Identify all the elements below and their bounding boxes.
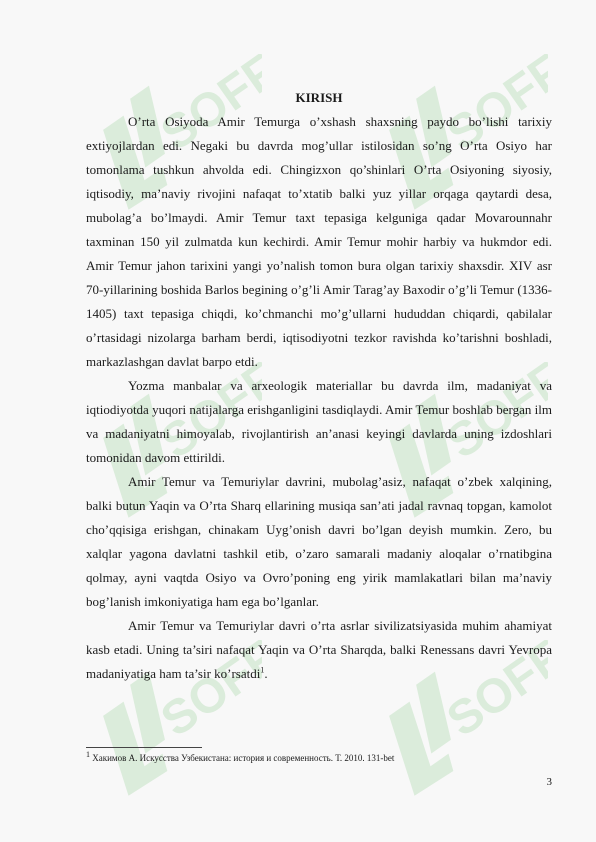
body-paragraph-text: Amir Temur va Temuriylar davri o’rta asrlar sivilizatsiyasida muhim ahamiyat kasb etadi. Uning ta’siri nafaqat Yaqin va O’rta Sharqda, balki Renessans davri Yevropa madaniyatiga ham ta’sir ko’rsatdi xyxy=(86,618,552,681)
body-paragraph: Yozma manbalar va arxeologik materiallar bu davrda ilm, madaniyat va iqtiodiyotda yuqori natijalarga erishganligini tasdiqlaydi. Amir Temur boshlab bergan ilm va madaniyatni himoyalab, rivojlantirish an’anasi keyingi davlarda uning izdoshlari tomonidan davom ettirildi. xyxy=(86,378,552,465)
svg-text:SOFF: SOFF xyxy=(151,54,262,162)
svg-text:SOFF: SOFF xyxy=(437,54,548,162)
svg-text:SOFF: SOFF xyxy=(151,362,262,470)
svg-text:SOFF: SOFF xyxy=(151,640,262,748)
section-title: KIRISH xyxy=(295,90,343,105)
page-number: 3 xyxy=(546,776,552,788)
footnote-marker: 1 xyxy=(86,750,90,759)
svg-text:SOFF: SOFF xyxy=(437,362,548,470)
footnote-separator xyxy=(86,747,202,748)
svg-text:SOFF: SOFF xyxy=(437,640,548,748)
body-paragraph: Amir Temur va Temuriylar davrini, mubolag’asiz, nafaqat o’zbek xalqining, balki butun Yaqin va O’rta Sharq ellarining musiqa san’ati jadal ravnaq topgan, kamolot cho’qqisiga erishgan, chinakam Uyg’onish davri bo’lgan deyish mumkin. Zero, bu xalqlar yagona davlatni tashkil etib, o’zaro samarali madaniy aloqalar o’rnatibgina qolmay, ayni vaqtda Osiyo va Ovro’poning eng yirik mamlakatlari bilan ma’naviy bog’lanish imkoniyatiga ham ega bo’lganlar. xyxy=(86,474,552,609)
sentence-period: . xyxy=(264,666,268,681)
body-paragraph: O’rta Osiyoda Amir Temurga o’xshash shaxsning paydo bo’lishi tarixiy extiyojlardan edi. Negaki bu davrda mog’ullar istilosidan so’ng O’rta Osiyo har tomonlama tushkun ahvolda edi. Chingizxon qo’shinlari O’rta Osiyoning siyosiy, iqtisodiy, ma’naviy rivojini nafaqat to’xtatib balki yuz yillar orqaga qaytardi desa, mubolag’a bo’lmaydi. Amir Temur taxt tepasiga kelguniga qadar Movarounnahr taxminan 150 yil zulmatda kun kechirdi. Amir Temur mohir harbiy va hukmdor edi. Amir Temur jahon tarixini yangi yo’nalish tomon bura olgan tarixiy shaxsdir. XIV asr 70-yillarining boshida Barlos begining o’g’li Amir Tarag’ay Baxodir o’g’li Temur (1336-1405) taxt tepasiga chiqdi, ko’chmanchi mo’g’ullarni hududdan chiqardi, qabilalar o’rtasidagi nizolarga barham berdi, iqtisodiyotni tezkor ravishda ko’tarishni boshladi, markazlashgan davlat barpo etdi. xyxy=(86,114,552,369)
footnote-text: Хакимов А. Искусства Узбекистана: история и современность. Т. 2010. 131-bet xyxy=(92,753,395,763)
footnote xyxy=(86,752,394,764)
footnote-reference[interactable]: 1 xyxy=(260,665,265,675)
document-body xyxy=(86,86,552,686)
body-paragraph-with-footnote xyxy=(86,614,552,686)
